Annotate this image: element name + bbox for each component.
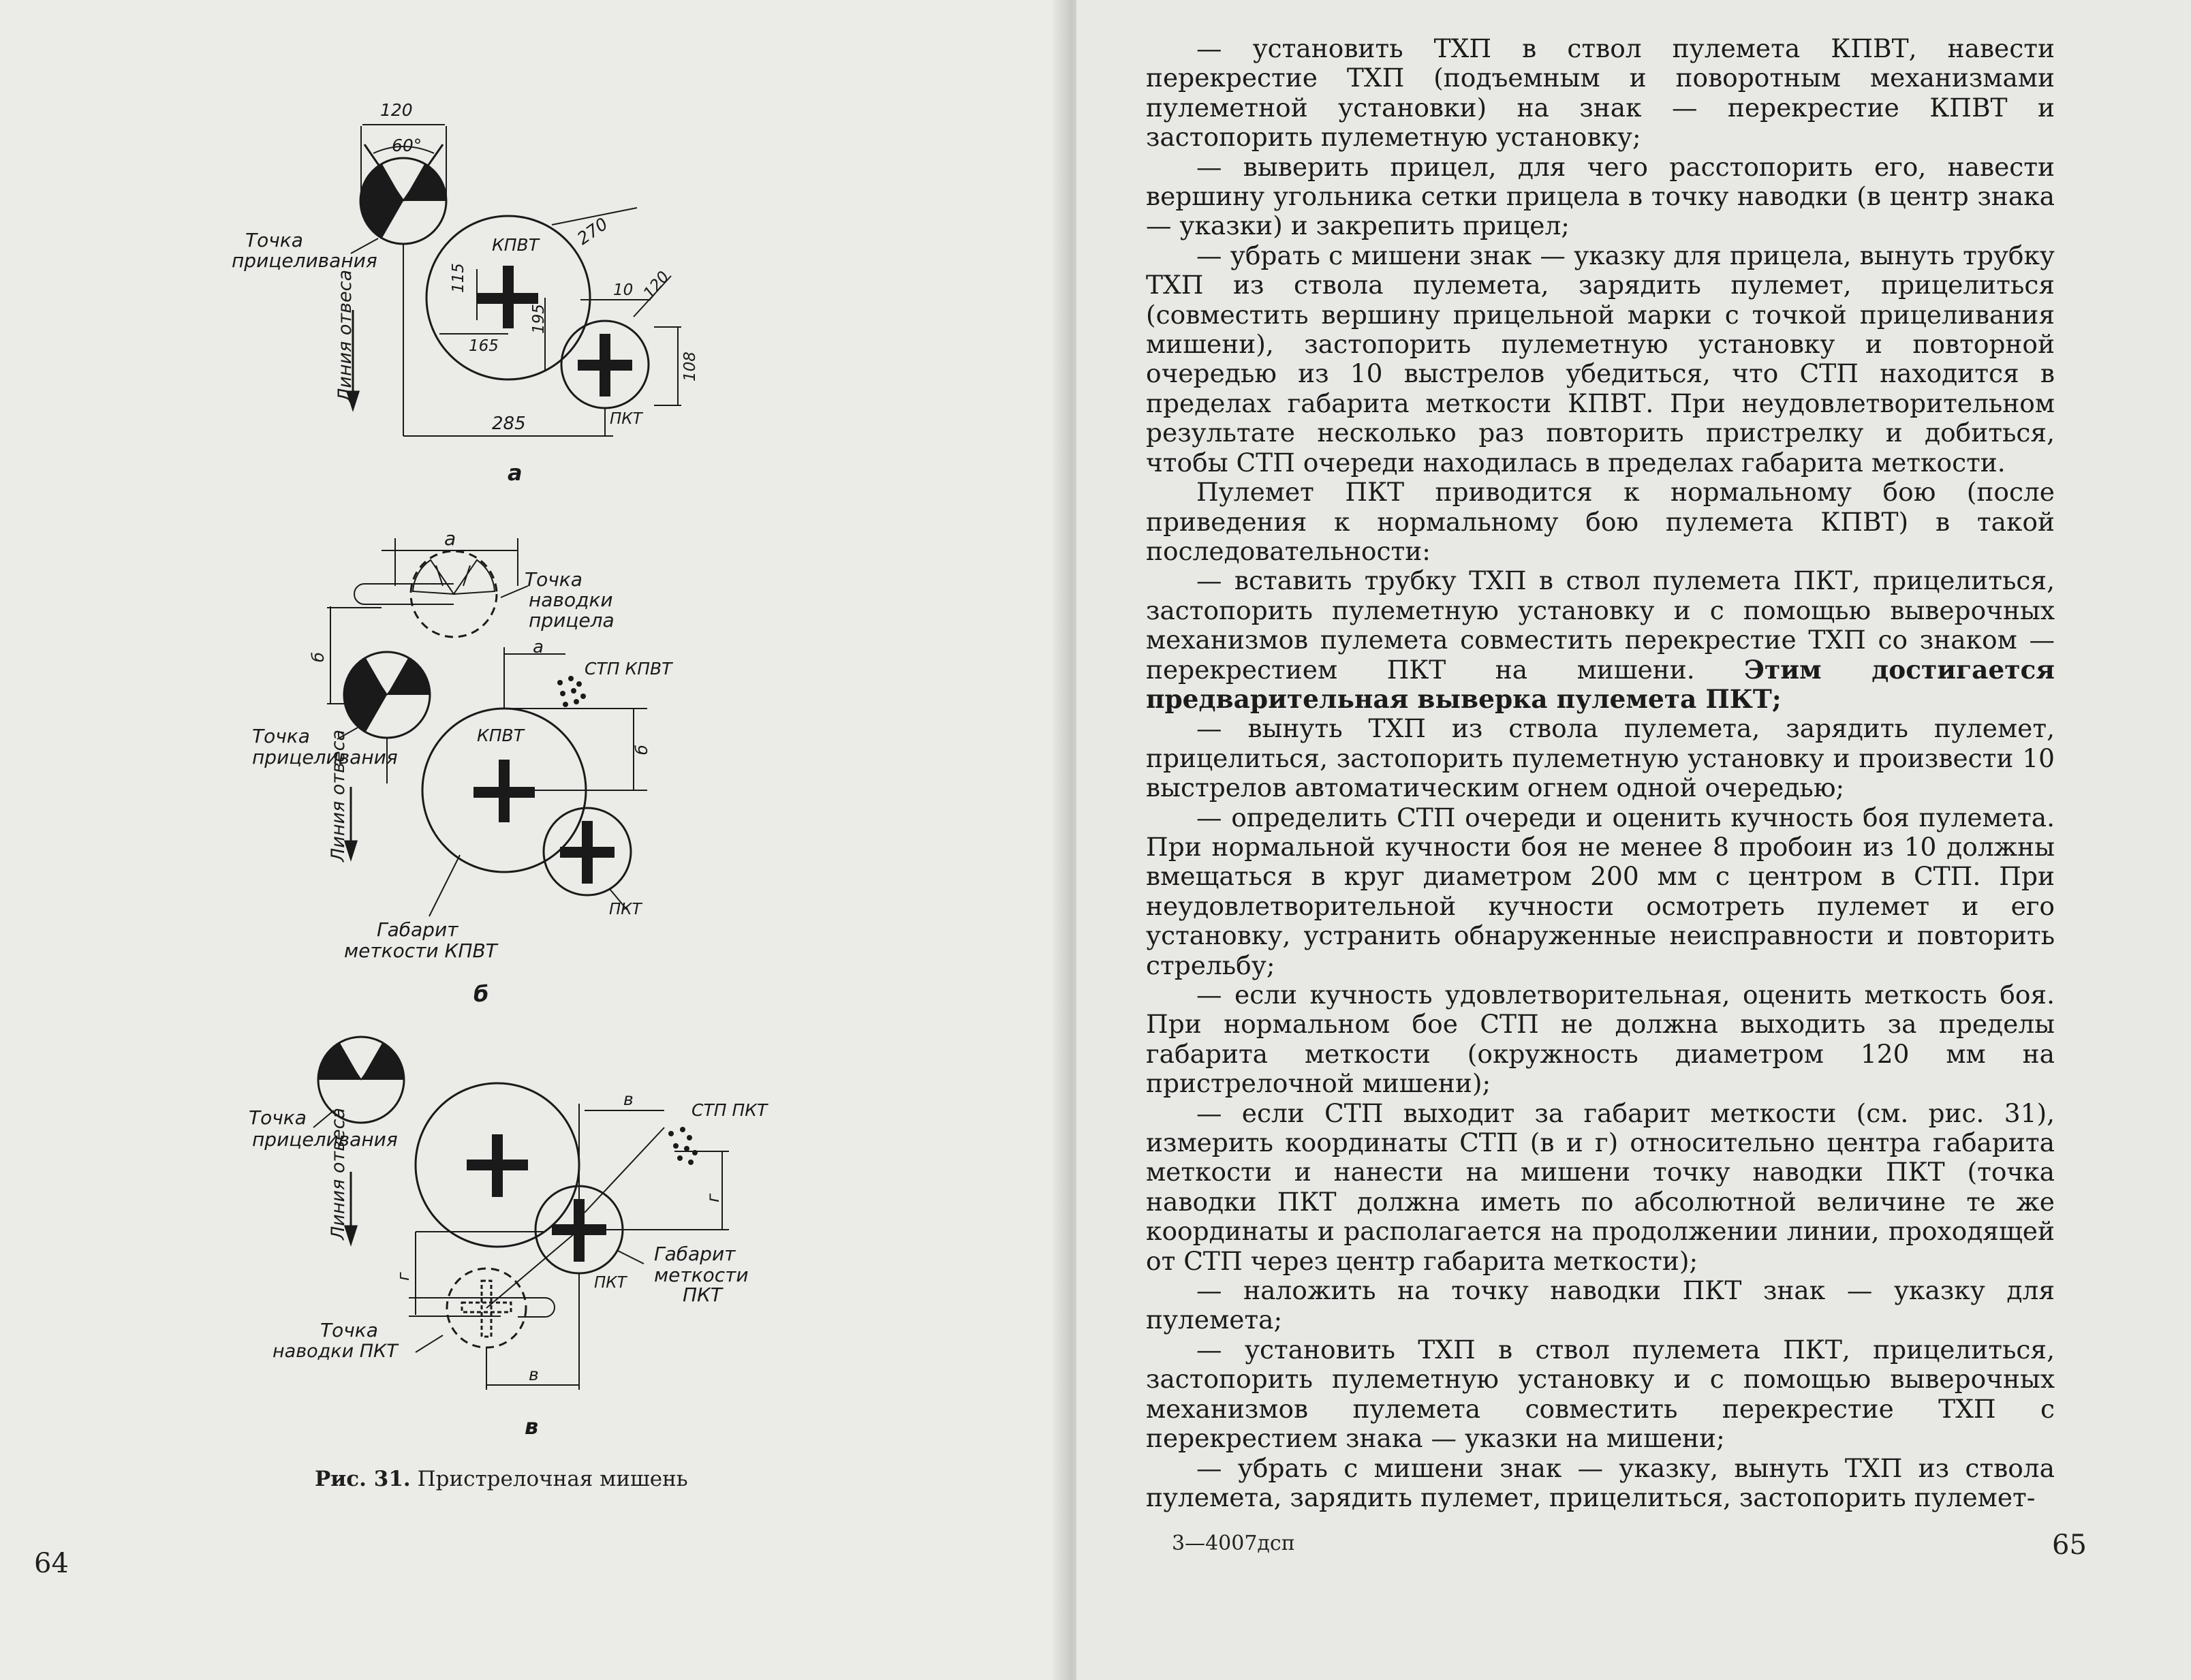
paragraph: — наложить на точку наводки ПКТ знак — указку для пулемета; bbox=[1146, 1275, 2055, 1335]
label-plumb-line-v: Линия отвеса bbox=[328, 1107, 349, 1240]
label-sight-point-1: Точка bbox=[525, 568, 582, 591]
figure-31 bbox=[0, 0, 1063, 1680]
label-kpvt-a: КПВТ bbox=[492, 235, 539, 255]
dim-b-left: б bbox=[309, 652, 328, 662]
paragraph: — если кучность удовлетворительная, оценить меткость боя. При нормальном бое СТП не должна выходить за пределы габарита меткости (окружность диаметром 120 мм на пристрелочной мишени); bbox=[1146, 980, 2055, 1099]
dim-a-top: а bbox=[444, 527, 456, 550]
panel-v-labels bbox=[249, 1089, 768, 1440]
label-gabarit-v-3: ПКТ bbox=[683, 1284, 723, 1306]
label-aim-point-v-1: Точка bbox=[249, 1106, 307, 1129]
paragraph: — убрать с мишени знак — указку, вынуть ТХП из ствола пулемета, зарядить пулемет, прицелиться, застопорить пулемет- bbox=[1146, 1452, 2055, 1512]
dim-10: 10 bbox=[613, 281, 634, 299]
label-pkt-point-1: Точка bbox=[320, 1319, 378, 1341]
dim-g-left: г bbox=[394, 1272, 413, 1281]
label-gabarit-b-2: меткости КПВТ bbox=[344, 939, 497, 962]
print-signature: 3—4007дсп bbox=[1172, 1531, 1295, 1555]
label-aim-point-a-2: прицеливания bbox=[232, 249, 377, 272]
paragraph: Пулемет ПКТ приводится к нормальному бою (после приведения к нормальному бою пулемета КПВТ) в такой последовательности: bbox=[1146, 477, 2055, 566]
body-text bbox=[1146, 34, 2055, 1512]
label-stp-pkt: СТП ПКТ bbox=[692, 1100, 768, 1120]
dim-60-deg: 60° bbox=[392, 136, 422, 155]
paragraph-bold-text: Этим достигается предварительная выверка пулемета ПКТ; bbox=[1146, 654, 2055, 714]
dim-v-top: в bbox=[623, 1089, 634, 1109]
paragraph: — определить СТП очереди и оценить кучность боя пулемета. При нормальной кучности боя не менее 8 пробоин из 10 должны вмещаться в круг диаметром 200 мм с центром в СТП. При неудовлетворительной кучности осмотреть пулемет и его установку, устранить обнаруженные неисправности и повторить стрельбу; bbox=[1146, 802, 2055, 980]
page-number-right: 65 bbox=[2052, 1529, 2087, 1561]
panel-letter-b: б bbox=[473, 981, 489, 1007]
label-kpvt-b: КПВТ bbox=[477, 726, 524, 745]
panel-letter-v: в bbox=[525, 1414, 539, 1440]
label-aim-point-b-1: Точка bbox=[252, 725, 310, 747]
label-aim-point-a-1: Точка bbox=[245, 229, 303, 251]
label-gabarit-v-1: Габарит bbox=[654, 1243, 736, 1265]
paragraph: — вынуть ТХП из ствола пулемета, зарядить пулемет, прицелиться, застопорить пулеметную установку и произвести 10 выстрелов автоматическим огнем одной очередью; bbox=[1146, 713, 2055, 803]
paragraph: — установить ТХП в ствол пулемета ПКТ, прицелиться, застопорить пулеметную установку и с помощью выверочных механизмов пулемета совместить перекрестие ТХП с перекрестием знака — указки на мишени; bbox=[1146, 1334, 2055, 1454]
label-pkt-a: ПКТ bbox=[610, 410, 642, 428]
dim-270: 270 bbox=[573, 213, 612, 249]
label-plumb-line-b: Линия отвеса bbox=[328, 729, 349, 862]
dim-b-right: б bbox=[632, 745, 651, 755]
paragraph-pkt-insert bbox=[1146, 566, 2055, 714]
label-pkt-v: ПКТ bbox=[594, 1274, 627, 1292]
dim-120-pkt: 120 bbox=[640, 268, 673, 302]
label-aim-point-v-2: прицеливания bbox=[252, 1128, 398, 1151]
label-pkt-point-2: наводки ПКТ bbox=[273, 1341, 398, 1362]
panel-letter-a: а bbox=[508, 460, 523, 486]
panel-a bbox=[347, 125, 681, 436]
left-page bbox=[0, 0, 1063, 1680]
paragraph: — выверить прицел, для чего расстопорить его, навести вершину угольника сетки прицела в точку наводки (в центр знака — указки) и закрепить прицел; bbox=[1146, 151, 2055, 241]
panel-b-labels bbox=[252, 527, 673, 1007]
paragraph-text: — вставить трубку ТХП в ствол пулемета ПКТ, прицелиться, застопорить пулеметную установку и с помощью выверочных механизмов пулемета совместить перекрестие ТХП со знаком — перекрестием ПКТ на мишени. bbox=[1146, 565, 2055, 685]
panel-a-labels bbox=[232, 100, 699, 486]
dim-a-right: а bbox=[533, 637, 544, 657]
dim-195: 195 bbox=[530, 304, 548, 334]
paragraph: — убрать с мишени знак — указку для прицела, вынуть трубку ТХП из ствола пулемета, зарядить пулемет, прицелиться (совместить вершину прицельной марки с точкой прицеливания мишени), застопорить пулеметную установку и повторной очередью из 10 выстрелов убедиться, что СТП находится в пределах габарита меткости КПВТ. При неудовлетворительном результате несколько раз повторить пристрелку и добиться, чтобы СТП очереди находилась в пределах габарита меткости. bbox=[1146, 240, 2055, 478]
label-gabarit-b-1: Габарит bbox=[377, 918, 459, 941]
paragraph: — установить ТХП в ствол пулемета КПВТ, навести перекрестие ТХП (подъемным и поворотным механизмами пулеметной установки) на знак — перекрестие КПВТ и застопорить пулеметную установку; bbox=[1146, 33, 2055, 153]
label-stp-kpvt: СТП КПВТ bbox=[585, 659, 672, 679]
paragraph: — если СТП выходит за габарит меткости (см. рис. 31), измерить координаты СТП (в и г) относительно центра габарита меткости и нанести на мишени точку наводки ПКТ (точка наводки ПКТ должна иметь по абсолютной величине те же координаты и располагается на продолжении линии, проходящей от СТП через центр габарита меткости); bbox=[1146, 1098, 2055, 1276]
dim-285: 285 bbox=[492, 414, 526, 434]
dim-v-bottom: в bbox=[529, 1365, 539, 1384]
dim-108: 108 bbox=[681, 352, 699, 382]
caption-label: Рис. 31. bbox=[315, 1467, 411, 1491]
caption-text: Пристрелочная мишень bbox=[417, 1467, 688, 1491]
label-aim-point-b-2: прицеливания bbox=[252, 746, 398, 768]
dim-115: 115 bbox=[450, 263, 467, 293]
dim-120: 120 bbox=[380, 100, 413, 120]
label-plumb-line-a: Линия отвеса bbox=[335, 269, 356, 402]
dim-g-right: г bbox=[703, 1193, 723, 1202]
label-sight-point-2: наводки bbox=[529, 589, 613, 611]
page-number-left: 64 bbox=[34, 1548, 69, 1579]
label-gabarit-v-2: меткости bbox=[654, 1264, 749, 1286]
figure-caption bbox=[315, 1467, 688, 1491]
label-sight-point-3: прицела bbox=[529, 609, 615, 632]
label-pkt-b: ПКТ bbox=[609, 901, 642, 918]
dim-165: 165 bbox=[469, 337, 499, 355]
